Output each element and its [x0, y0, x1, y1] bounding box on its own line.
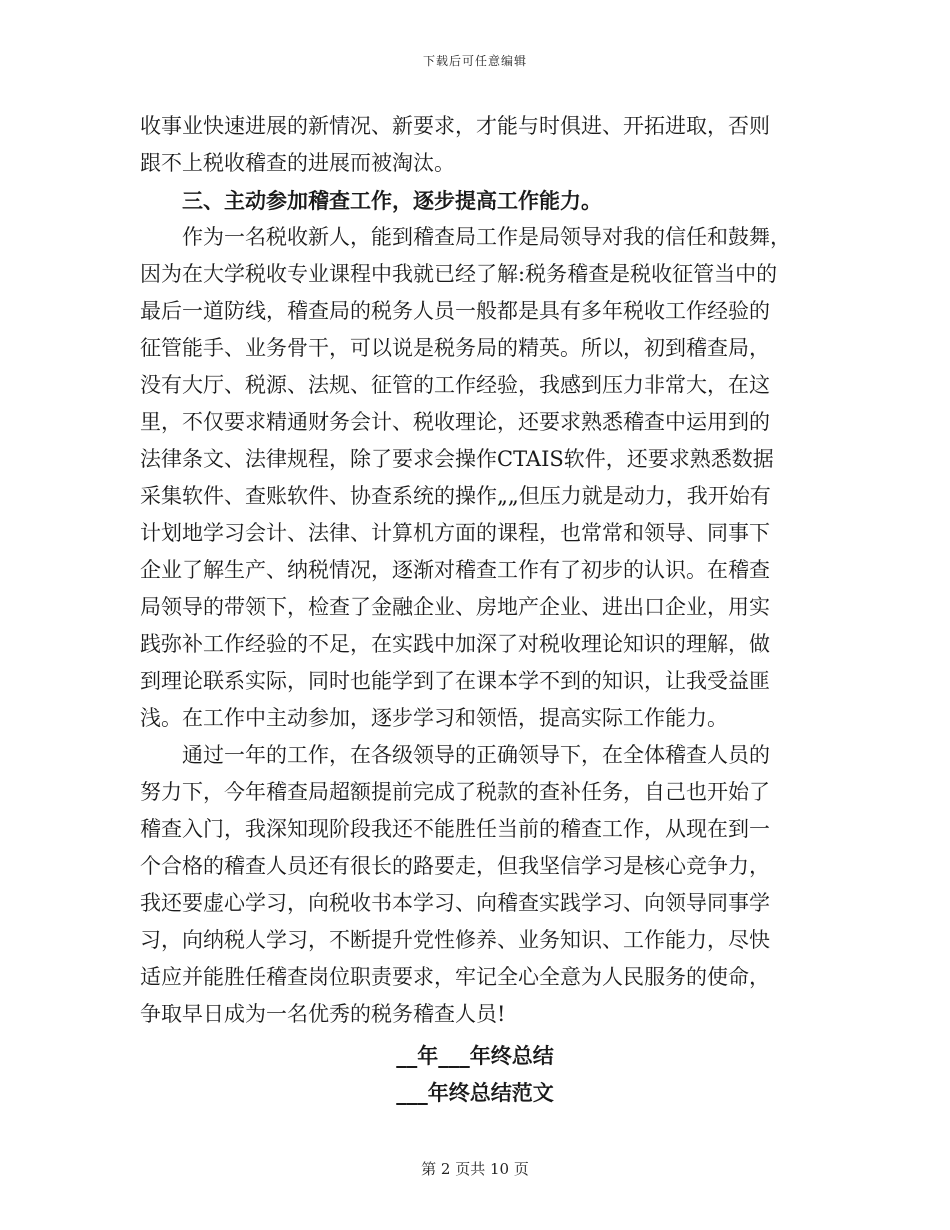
paragraph-line: 采集软件、查账软件、协查系统的操作„„但压力就是动力，我开始有 — [140, 484, 771, 508]
paragraph-line: 里，不仅要求精通财务会计、税收理论，还要求熟悉稽查中运用到的 — [140, 410, 770, 434]
paragraph-line: 稽查入门，我深知现阶段我还不能胜任当前的稽查工作，从现在到一 — [140, 817, 770, 841]
paragraph-line: 我还要虚心学习，向税收书本学习、向稽查实践学习、向领导同事学 — [140, 891, 770, 915]
paragraph-line: 浅。在工作中主动参加，逐步学习和领悟，提高实际工作能力。 — [140, 706, 728, 730]
paragraph-line: 通过一年的工作，在各级领导的正确领导下，在全体稽查人员的 — [182, 743, 770, 767]
document-subtitle: ___年终总结范文 — [396, 1080, 554, 1105]
paragraph-line: 企业了解生产、纳税情况，逐渐对稽查工作有了初步的认识。在稽查 — [140, 558, 770, 582]
paragraph-line: 跟不上税收稽查的进展而被淘汰。 — [140, 151, 455, 175]
paragraph-line: 个合格的稽查人员还有很长的路要走，但我坚信学习是核心竞争力， — [140, 854, 770, 878]
document-body — [140, 108, 820, 1033]
paragraph-line: 征管能手、业务骨干，可以说是税务局的精英。所以，初到稽查局， — [140, 336, 770, 360]
paragraph-line: 适应并能胜任稽查岗位职责要求，牢记全心全意为人民服务的使命， — [140, 965, 770, 989]
paragraph-line: 作为一名税收新人，能到稽查局工作是局领导对我的信任和鼓舞， — [182, 225, 791, 249]
paragraph-line: 到理论联系实际，同时也能学到了在课本学不到的知识，让我受益匪 — [140, 669, 770, 693]
paragraph-line: 收事业快速进展的新情况、新要求，才能与时俱进、开拓进取，否则 — [140, 114, 770, 138]
page-header: 下载后可任意编辑 — [422, 54, 527, 68]
paragraph-line: 努力下，今年稽查局超额提前完成了税款的查补任务，自己也开始了 — [140, 780, 770, 804]
paragraph-line: 最后一道防线，稽查局的税务人员一般都是具有多年税收工作经验的 — [140, 299, 770, 323]
paragraph-line: 因为在大学税收专业课程中我就已经了解:税务稽查是税收征管当中的 — [140, 262, 778, 286]
paragraph-line: 践弥补工作经验的不足，在实践中加深了对税收理论知识的理解，做 — [140, 632, 770, 656]
paragraph-line: 局领导的带领下，检查了金融企业、房地产企业、进出口企业，用实 — [140, 595, 770, 619]
page-footer: 第 2 页共 10 页 — [421, 1160, 529, 1178]
section-heading: 三、主动参加稽查工作，逐步提高工作能力。 — [182, 188, 602, 213]
paragraph-line: 争取早日成为一名优秀的税务稽查人员! — [140, 1002, 506, 1026]
document-title: __年___年终总结 — [396, 1043, 554, 1068]
paragraph-line: 习，向纳税人学习，不断提升党性修养、业务知识、工作能力，尽快 — [140, 928, 770, 952]
paragraph-line: 没有大厅、税源、法规、征管的工作经验，我感到压力非常大，在这 — [140, 373, 770, 397]
paragraph-line: 计划地学习会计、法律、计算机方面的课程，也常常和领导、同事下 — [140, 521, 770, 545]
paragraph-line: 法律条文、法律规程，除了要求会操作CTAIS软件，还要求熟悉数据 — [140, 447, 774, 471]
